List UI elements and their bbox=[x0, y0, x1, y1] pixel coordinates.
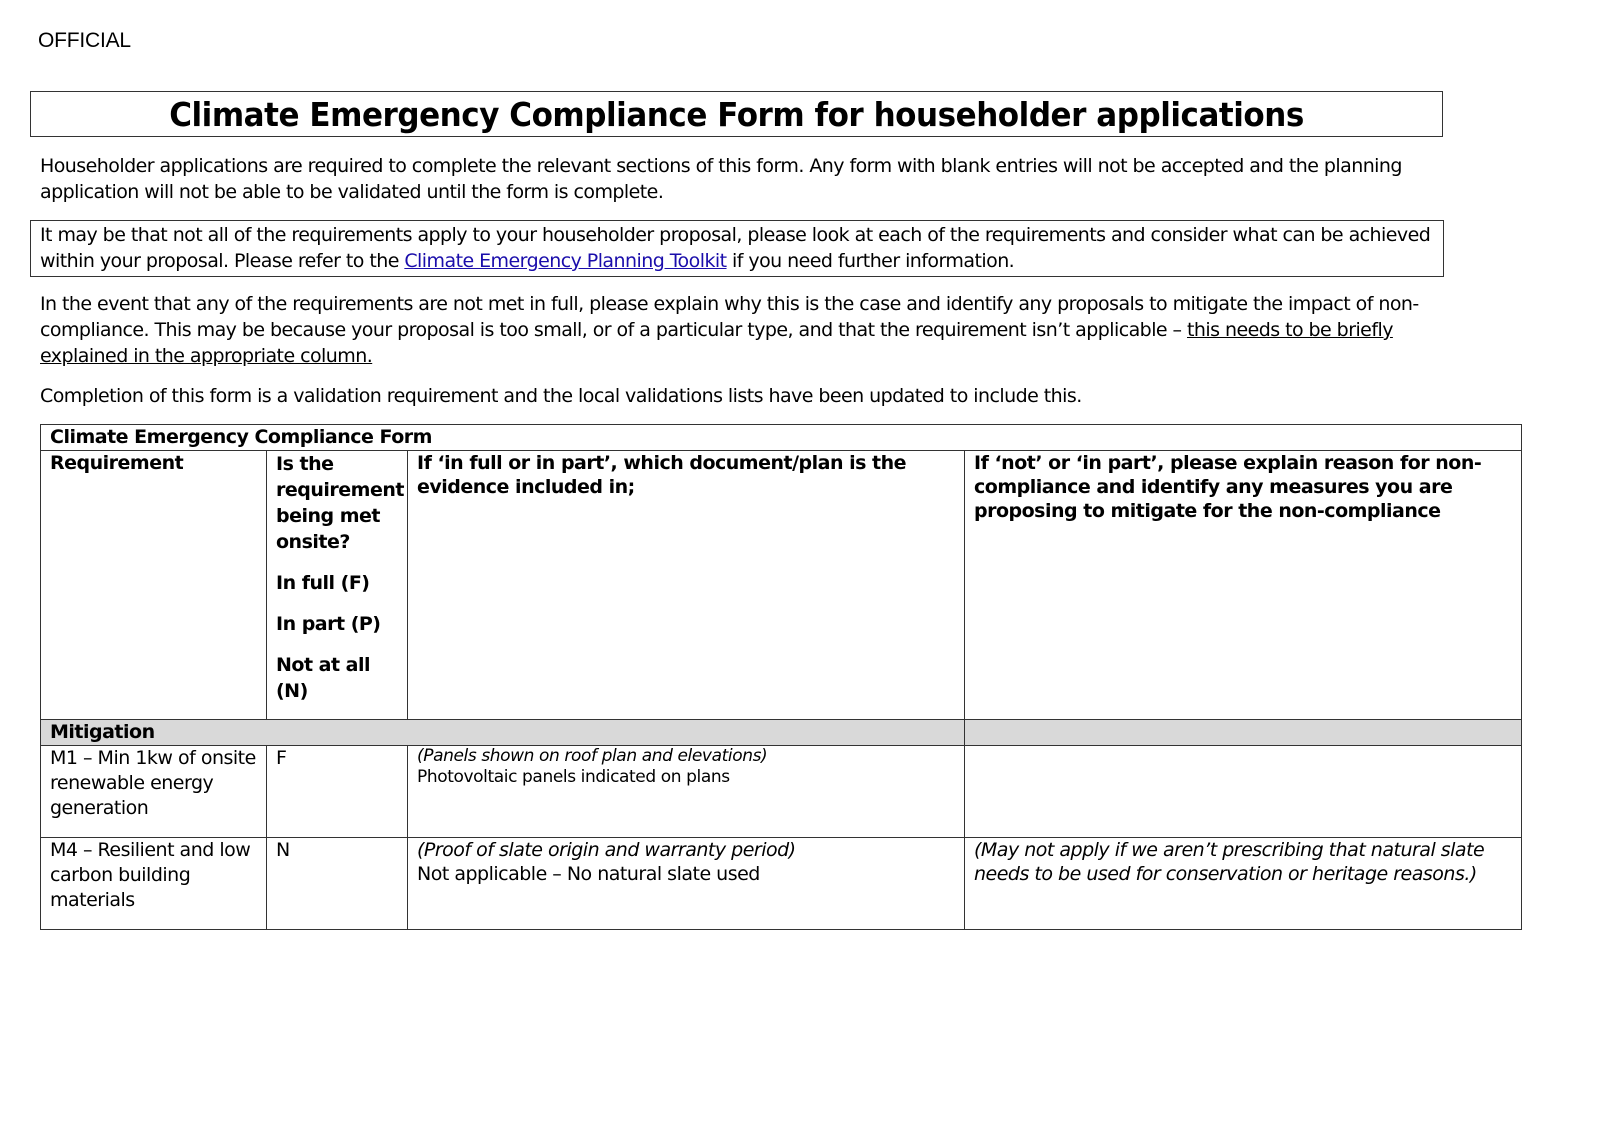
info-text-before: It may be that not all of the requirements apply to your householder proposal, please look at each of the requirements and consider what can be achieved within your proposal. Please refer to the bbox=[40, 224, 1431, 272]
non-compliance-cell[interactable] bbox=[965, 746, 1522, 838]
met-cell[interactable]: F bbox=[267, 746, 408, 838]
option-full: In full (F) bbox=[276, 572, 370, 594]
header-evidence: If ‘in full or in part’, which document/plan is the evidence included in; bbox=[408, 451, 965, 720]
requirement-cell: M4 – Resilient and low carbon building materials bbox=[41, 838, 267, 930]
table-title-row bbox=[41, 425, 1522, 451]
evidence-hint: (Panels shown on roof plan and elevations) bbox=[417, 746, 768, 766]
option-part: In part (P) bbox=[276, 613, 381, 635]
evidence-value: Photovoltaic panels indicated on plans bbox=[417, 767, 730, 787]
met-question: Is the requirement being met onsite? bbox=[276, 453, 404, 553]
intro-paragraph-1: Householder applications are required to complete the relevant sections of this form. Any form with blank entries will not be accepted and the planning application will not be able to be validated until the form is complete. bbox=[40, 155, 1402, 203]
intro-paragraph-3: Completion of this form is a validation requirement and the local validations lists have been updated to include this. bbox=[40, 385, 1082, 407]
header-met-onsite bbox=[267, 451, 408, 720]
section-label: Mitigation bbox=[41, 720, 965, 746]
evidence-hint: (Proof of slate origin and warranty period) bbox=[417, 839, 796, 861]
toolkit-link[interactable]: Climate Emergency Planning Toolkit bbox=[404, 250, 727, 272]
evidence-value: Not applicable – No natural slate used bbox=[417, 863, 760, 885]
intro-paragraph-2 bbox=[40, 291, 1440, 369]
underlined-instruction: this needs to be briefly explained in the appropriate column. bbox=[40, 319, 1393, 367]
table-title: Climate Emergency Compliance Form bbox=[41, 425, 1522, 451]
header-requirement: Requirement bbox=[41, 451, 267, 720]
table-row bbox=[41, 746, 1522, 838]
info-box bbox=[30, 220, 1444, 277]
evidence-cell[interactable] bbox=[408, 838, 965, 930]
table-row bbox=[41, 838, 1522, 930]
requirement-cell: M1 – Min 1kw of onsite renewable energy generation bbox=[41, 746, 267, 838]
met-cell[interactable]: N bbox=[267, 838, 408, 930]
section-empty-cell bbox=[965, 720, 1522, 746]
table-header-row bbox=[41, 451, 1522, 720]
non-compliance-hint: (May not apply if we aren’t prescribing that natural slate needs to be used for conservation or heritage reasons.) bbox=[974, 839, 1485, 885]
non-compliance-explanation: In the event that any of the requirements are not met in full, please explain why this is the case and identify any proposals to mitigate the impact of non-compliance. This may be because your proposal is too small, or of a particular type, and that the requirement isn’t applicable – bbox=[40, 293, 1419, 341]
section-row-mitigation bbox=[41, 720, 1522, 746]
compliance-table bbox=[40, 424, 1522, 930]
non-compliance-cell[interactable] bbox=[965, 838, 1522, 930]
document-title: Climate Emergency Compliance Form for householder applications bbox=[169, 94, 1304, 134]
header-non-compliance: If ‘not’ or ‘in part’, please explain reason for non-compliance and identify any measures you are proposing to mitigate for the non-compliance bbox=[965, 451, 1522, 720]
document-title-box bbox=[30, 91, 1443, 137]
info-text-after: if you need further information. bbox=[726, 250, 1015, 272]
classification-label: OFFICIAL bbox=[38, 29, 131, 52]
evidence-cell[interactable] bbox=[408, 746, 965, 838]
option-none: Not at all (N) bbox=[276, 654, 371, 702]
